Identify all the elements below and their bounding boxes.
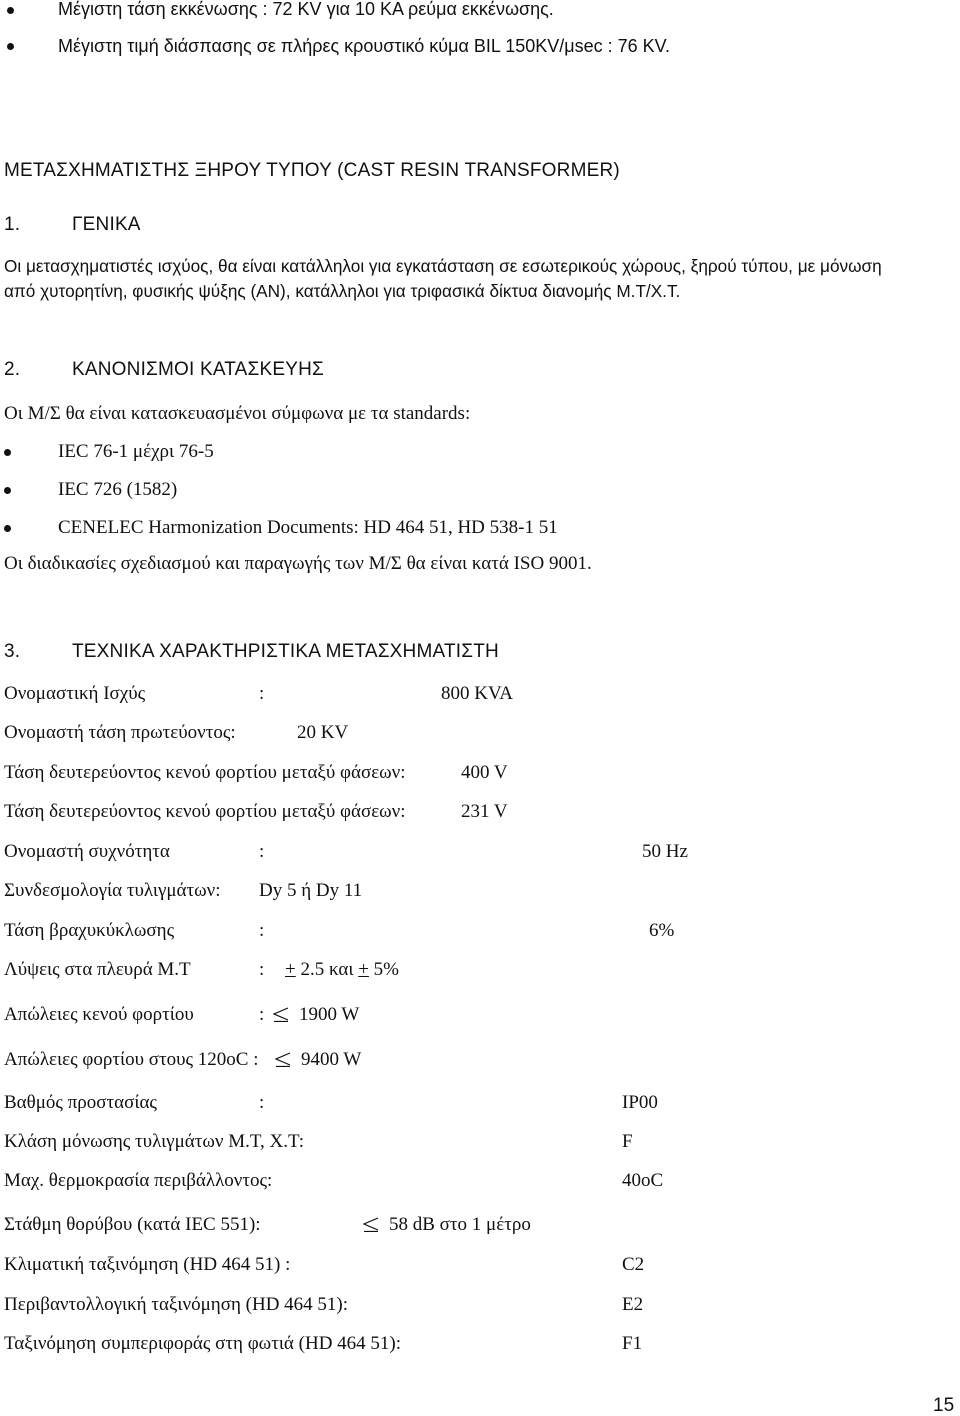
less-equal-icon xyxy=(363,1216,379,1232)
spec-value: IP00 xyxy=(622,1092,658,1113)
standard-item-2: IEC 726 (1582) xyxy=(58,479,178,500)
document-title: ΜΕΤΑΣΧΗΜΑΤΙΣΤΗΣ ΞΗΡΟΥ ΤΥΠΟΥ (CAST RESIN TRANSFORMER) xyxy=(4,160,620,181)
spec-value: 58 dB στο 1 μέτρο xyxy=(389,1214,531,1235)
spec-value-wrap xyxy=(273,1005,359,1024)
spec-label: Τάση βραχυκύκλωσης xyxy=(4,920,175,941)
section-1-paragraph-line-1: Οι μετασχηματιστές ισχύος, θα είναι κατάλληλοι για εγκατάσταση σε εσωτερικούς χώρους, ξηρού τύπου, με μόνωση xyxy=(4,256,882,276)
spec-label: Κλάση μόνωσης τυλιγμάτων Μ.Τ, Χ.Τ: xyxy=(4,1131,304,1152)
spec-label: Ονομαστική Ισχύς xyxy=(4,683,146,704)
spec-label: Ονομαστή συχνότητα xyxy=(4,841,170,862)
spec-label: Βαθμός προστασίας xyxy=(4,1092,157,1113)
spec-separator: : xyxy=(259,920,265,941)
spec-value: 400 V xyxy=(461,762,508,783)
less-equal-icon xyxy=(273,1006,289,1022)
section-3-title: ΤΕΧΝΙΚΑ ΧΑΡΑΚΤΗΡΙΣΤΙΚΑ ΜΕΤΑΣΧΗΜΑΤΙΣΤΗ xyxy=(72,641,499,662)
spec-value: E2 xyxy=(622,1294,644,1315)
spec-label: Τάση δευτερεύοντος κενού φορτίου μεταξύ φάσεων: xyxy=(4,762,406,783)
spec-value: 1900 W xyxy=(299,1004,360,1025)
top-bullet-1: Μέγιστη τάση εκκένωσης : 72 KV για 10 ΚΑ ρεύμα εκκένωσης. xyxy=(58,0,554,19)
tap-value-2: 5% xyxy=(368,959,399,980)
spec-value: 800 KVA xyxy=(441,683,513,704)
section-2-number: 2. xyxy=(4,359,21,380)
spec-separator: : xyxy=(259,683,265,704)
spec-separator: : xyxy=(259,959,265,980)
spec-label: Στάθμη θορύβου (κατά IEC 551): xyxy=(4,1214,261,1235)
spec-value: Dy 5 ή Dy 11 xyxy=(259,880,363,901)
spec-value: 50 Hz xyxy=(642,841,688,862)
spec-label: Συνδεσμολογία τυλιγμάτων: xyxy=(4,880,221,901)
spec-label: Απώλειες κενού φορτίου xyxy=(4,1004,194,1025)
spec-value: 6% xyxy=(649,920,675,941)
spec-value-wrap xyxy=(275,1050,361,1069)
plus-minus-sign: + xyxy=(358,959,369,980)
bullet-dot xyxy=(4,487,11,494)
spec-value-wrap xyxy=(363,1215,531,1234)
spec-label: Μαχ. θερμοκρασία περιβάλλοντος: xyxy=(4,1170,273,1191)
plus-minus-sign: + xyxy=(285,959,296,980)
spec-value xyxy=(285,960,399,979)
bullet-dot xyxy=(7,7,14,14)
section-1-paragraph-line-2: από χυτορητίνη, φυσικής ψύξης (ΑΝ), κατάλληλοι για τριφασικά δίκτυα διανομής Μ.Τ/Χ.Τ. xyxy=(4,281,681,301)
spec-label: Απώλειες φορτίου στους 120oC : xyxy=(4,1049,259,1070)
bullet-dot xyxy=(7,43,14,50)
spec-value: 40oC xyxy=(622,1170,664,1191)
page-number: 15 xyxy=(933,1395,955,1416)
spec-separator: : xyxy=(259,1092,265,1113)
section-1-number: 1. xyxy=(4,214,21,235)
spec-label: Ονομαστή τάση πρωτεύοντος: xyxy=(4,722,236,743)
bullet-dot xyxy=(4,525,11,532)
spec-label: Ταξινόμηση συμπεριφοράς στη φωτιά (HD 464 51): xyxy=(4,1333,402,1354)
standard-item-3: CENELEC Harmonization Documents: HD 464 51, HD 538-1 51 xyxy=(58,517,558,538)
top-bullet-2: Μέγιστη τιμή διάσπασης σε πλήρες κρουστικό κύμα BIL 150KV/μsec : 76 KV. xyxy=(58,36,671,56)
spec-value: C2 xyxy=(622,1254,645,1275)
section-2-closing: Οι διαδικασίες σχεδιασμού και παραγωγής των Μ/Σ θα είναι κατά ISO 9001. xyxy=(4,553,592,574)
section-3-number: 3. xyxy=(4,641,21,662)
spec-label: Τάση δευτερεύοντος κενού φορτίου μεταξύ φάσεων: xyxy=(4,801,406,822)
spec-value: 231 V xyxy=(461,801,508,822)
standard-item-1: IEC 76-1 μέχρι 76-5 xyxy=(58,441,214,462)
section-2-title: ΚΑΝΟΝΙΣΜΟΙ ΚΑΤΑΣΚΕΥΗΣ xyxy=(72,359,324,380)
spec-value: F xyxy=(622,1131,633,1152)
spec-value: 9400 W xyxy=(301,1049,362,1070)
spec-value: F1 xyxy=(622,1333,643,1354)
bullet-dot xyxy=(4,449,11,456)
tap-value-1: 2.5 και xyxy=(295,959,359,980)
section-2-intro: Οι Μ/Σ θα είναι κατασκευασμένοι σύμφωνα με τα standards: xyxy=(4,403,471,424)
section-1-title: ΓΕΝΙΚΑ xyxy=(72,214,141,235)
spec-label: Λύψεις στα πλευρά Μ.Τ xyxy=(4,959,191,980)
spec-label: Κλιματική ταξινόμηση (HD 464 51) : xyxy=(4,1254,291,1275)
spec-label: Περιβαντολλογική ταξινόμηση (HD 464 51): xyxy=(4,1294,349,1315)
spec-value: 20 KV xyxy=(297,722,349,743)
spec-separator: : xyxy=(259,1004,265,1025)
spec-separator: : xyxy=(259,841,265,862)
less-equal-icon xyxy=(275,1051,291,1067)
